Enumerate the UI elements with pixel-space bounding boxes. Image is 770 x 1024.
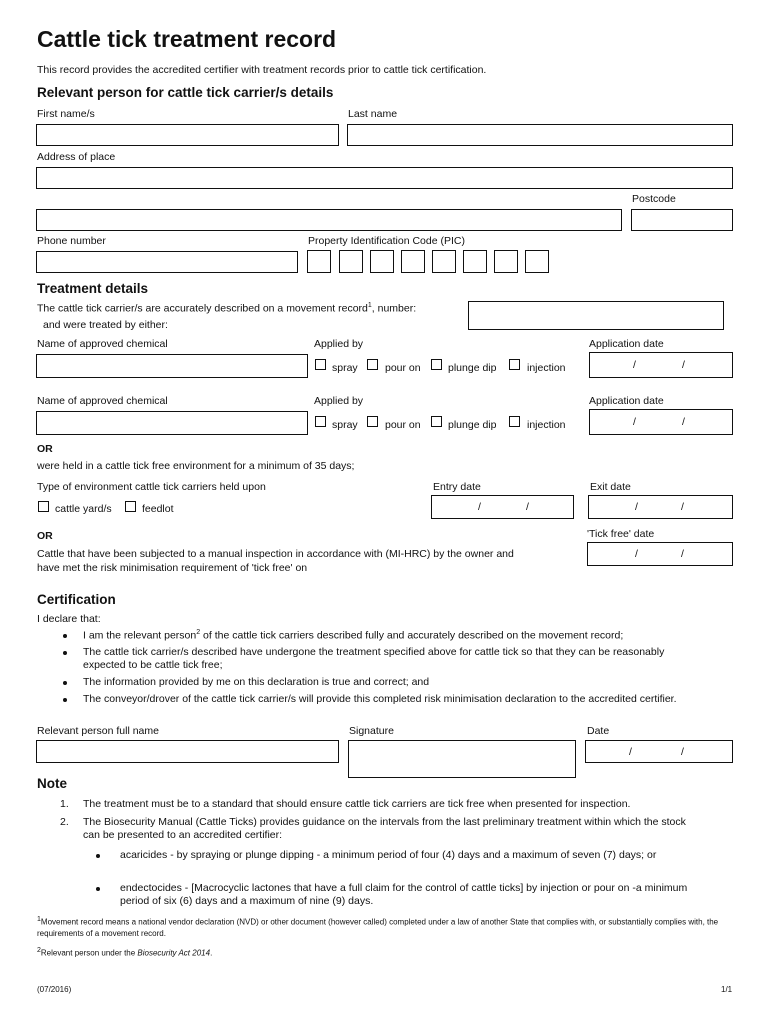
feedlot-checkbox[interactable] [125, 501, 136, 512]
date-separator: / [633, 359, 636, 371]
pour-on-label-1: pour on [385, 362, 421, 374]
date-separator: / [682, 416, 685, 428]
full-name-field[interactable] [36, 740, 339, 763]
chemical-field-2[interactable] [36, 411, 308, 435]
footnote-1: $^1$Movement record means a national vendor declaration (NVD) or other document (however called) completed under a law of another State that complies with, or substantially complies with, the requirements of a movement record. [37, 916, 719, 938]
applied-by-label-1: Applied by [314, 338, 364, 350]
environment-text: were held in a cattle tick free environment for a minimum of 35 days; [37, 460, 355, 472]
note-heading: Note [37, 776, 67, 791]
page-number: 1/1 [721, 985, 733, 994]
treatment-intro-line: The cattle tick carrier/s are accurately described on a movement record$^1$, number: [37, 302, 417, 315]
treatment-intro-line2: and were treated by either: [43, 319, 168, 331]
cattle-yard-label: cattle yard/s [55, 503, 112, 515]
spray-checkbox-1[interactable] [315, 359, 326, 370]
pour-on-checkbox-2[interactable] [367, 416, 378, 427]
date-separator: / [681, 548, 684, 560]
note-number: 1. [60, 798, 69, 810]
bullet [96, 854, 100, 858]
certification-heading: Certification [37, 592, 116, 607]
pic-char-box[interactable] [525, 250, 549, 273]
pour-on-label-2: pour on [385, 419, 421, 431]
cattle-yard-checkbox[interactable] [38, 501, 49, 512]
applied-by-label-2: Applied by [314, 395, 364, 407]
pic-char-box[interactable] [432, 250, 456, 273]
plunge-dip-checkbox-2[interactable] [431, 416, 442, 427]
date-separator: / [635, 548, 638, 560]
plunge-dip-label-2: plunge dip [448, 419, 497, 431]
pic-char-box[interactable] [463, 250, 487, 273]
movement-record-number-field[interactable] [468, 301, 724, 330]
date-separator: / [478, 501, 481, 513]
bullet [96, 887, 100, 891]
bullet [63, 681, 67, 685]
note-number: 2. [60, 816, 69, 828]
pic-char-box[interactable] [307, 250, 331, 273]
application-date-label-1: Application date [589, 338, 664, 350]
exit-date-label: Exit date [590, 481, 631, 493]
postcode-label: Postcode [632, 193, 676, 205]
manual-text-line1: Cattle that have been subjected to a manual inspection in accordance with (MI-HRC) by the owner and [37, 548, 514, 560]
date-separator: / [633, 416, 636, 428]
page-title: Cattle tick treatment record [37, 26, 337, 52]
spray-label-1: spray [332, 362, 358, 374]
application-date-label-2: Application date [589, 395, 664, 407]
pic-label: Property Identification Code (PIC) [308, 235, 465, 247]
pic-char-box[interactable] [339, 250, 363, 273]
injection-label-2: injection [527, 419, 566, 431]
first-name-field[interactable] [36, 124, 339, 146]
plunge-dip-checkbox-1[interactable] [431, 359, 442, 370]
note-subitem-2: endectocides - [Macrocyclic lactones that have a full claim for the control of cattle ticks] by injection or pour on -a minimum period of six (6) days and a maximum of nine (9) days. [120, 882, 688, 907]
full-name-label: Relevant person full name [37, 725, 159, 737]
date-separator: / [629, 746, 632, 758]
note-item-2: The Biosecurity Manual (Cattle Ticks) provides guidance on the intervals from the last preliminary treatment within which the stock can be presented to an accredited certifier: [83, 816, 686, 841]
phone-label: Phone number [37, 235, 106, 247]
relevant-heading: Relevant person for cattle tick carrier/s details [37, 85, 334, 100]
note-subitem-1: acaricides - by spraying or plunge dipping - a minimum period of four (4) days and a maximum of seven (7) days; or [120, 849, 657, 861]
date-separator: / [526, 501, 529, 513]
manual-text-line2: have met the risk minimisation requirement of 'tick free' on [37, 562, 308, 574]
bullet [63, 698, 67, 702]
last-name-field[interactable] [347, 124, 733, 146]
declaration-item-4: The conveyor/drover of the cattle tick carrier/s will provide this completed risk minimisation declaration to the accredited certifier. [83, 693, 677, 705]
intro-text: This record provides the accredited certifier with treatment records prior to cattle tick certification. [37, 64, 487, 76]
bullet [63, 634, 67, 638]
application-date-field-2[interactable] [589, 409, 733, 435]
feedlot-label: feedlot [142, 503, 174, 515]
date-separator: / [682, 359, 685, 371]
address-label: Address of place [37, 151, 116, 163]
chemical-label-2: Name of approved chemical [37, 395, 168, 407]
date-separator: / [635, 501, 638, 513]
plunge-dip-label-1: plunge dip [448, 362, 497, 374]
last-name-label: Last name [348, 108, 398, 120]
address-field-2[interactable] [36, 209, 622, 231]
date-label: Date [587, 725, 610, 737]
spray-checkbox-2[interactable] [315, 416, 326, 427]
treatment-heading: Treatment details [37, 281, 149, 296]
chemical-label-1: Name of approved chemical [37, 338, 168, 350]
date-separator: / [681, 501, 684, 513]
pic-char-box[interactable] [494, 250, 518, 273]
exit-date-field[interactable] [588, 495, 733, 519]
declaration-item-1: I am the relevant person$^2$ of the cattle tick carriers described fully and accurately described on the movement record; [83, 629, 624, 642]
pic-char-box[interactable] [401, 250, 425, 273]
pic-char-box[interactable] [370, 250, 394, 273]
address-field[interactable] [36, 167, 733, 189]
signature-field[interactable] [348, 740, 576, 778]
or-label-2: OR [37, 530, 53, 542]
chemical-field-1[interactable] [36, 354, 308, 378]
postcode-field[interactable] [631, 209, 733, 231]
injection-checkbox-1[interactable] [509, 359, 520, 370]
date-field[interactable] [585, 740, 733, 763]
declaration-item-2: The cattle tick carrier/s described have undergone the treatment specified above for cattle tick so that they can be reasonably expected to be cattle tick free; [83, 646, 665, 671]
declare-text: I declare that: [37, 613, 101, 625]
note-item-1: The treatment must be to a standard that should ensure cattle tick carriers are tick free when presented for inspection. [83, 798, 631, 810]
signature-label: Signature [349, 725, 394, 737]
phone-field[interactable] [36, 251, 298, 273]
pour-on-checkbox-1[interactable] [367, 359, 378, 370]
tick-free-date-label: 'Tick free' date [587, 528, 655, 540]
tick-free-date-field[interactable] [587, 542, 733, 566]
declaration-item-3: The information provided by me on this declaration is true and correct; and [83, 676, 430, 688]
footnote-2: $^2$Relevant person under the Biosecurity Act 2014. [37, 947, 213, 958]
application-date-field-1[interactable] [589, 352, 733, 378]
injection-label-1: injection [527, 362, 566, 374]
entry-date-label: Entry date [433, 481, 481, 493]
bullet [63, 651, 67, 655]
injection-checkbox-2[interactable] [509, 416, 520, 427]
version-text: (07/2016) [37, 985, 72, 994]
or-label-1: OR [37, 443, 53, 455]
date-separator: / [681, 746, 684, 758]
spray-label-2: spray [332, 419, 358, 431]
environment-type-label: Type of environment cattle tick carriers held upon [37, 481, 266, 493]
entry-date-field[interactable] [431, 495, 574, 519]
first-name-label: First name/s [37, 108, 95, 120]
